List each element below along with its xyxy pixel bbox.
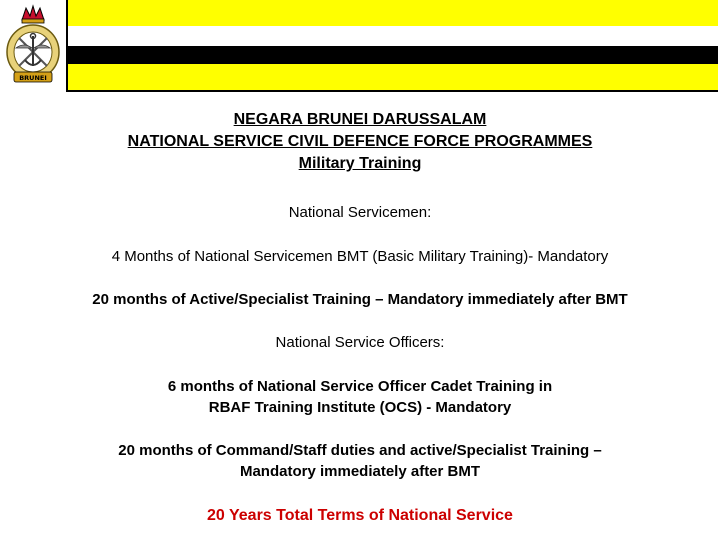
flag-black-band <box>68 46 718 64</box>
officers-command-item-line1: 20 months of Command/Staff duties and active/Specialist Training – <box>118 442 602 459</box>
brunei-flag-bands <box>66 0 718 92</box>
officers-cadet-item-line1: 6 months of National Service Officer Cadet Training in <box>167 378 553 395</box>
brunei-armed-forces-crest-icon <box>2 2 64 86</box>
title-country: NEGARA BRUNEI DARUSSALAM <box>233 111 487 128</box>
total-service-term: 20 Years Total Terms of National Service <box>207 507 513 524</box>
servicemen-heading: National Servicemen: <box>288 204 432 221</box>
title-programme: NATIONAL SERVICE CIVIL DEFENCE FORCE PROGRAMMES <box>127 133 593 150</box>
emblem-banner-text: BRUNEI <box>19 74 47 82</box>
officers-cadet-item-line2: RBAF Training Institute (OCS) - Mandatory <box>208 399 512 416</box>
servicemen-bmt-item: 4 Months of National Servicemen BMT (Basic Military Training)- Mandatory <box>111 248 609 265</box>
officers-command-item-line2: Mandatory immediately after BMT <box>239 463 481 480</box>
flag-white-band <box>68 26 718 46</box>
title-military-training: Military Training <box>298 155 422 172</box>
officers-heading: National Service Officers: <box>275 334 445 351</box>
servicemen-specialist-item: 20 months of Active/Specialist Training – Mandatory immediately after BMT <box>92 291 628 308</box>
